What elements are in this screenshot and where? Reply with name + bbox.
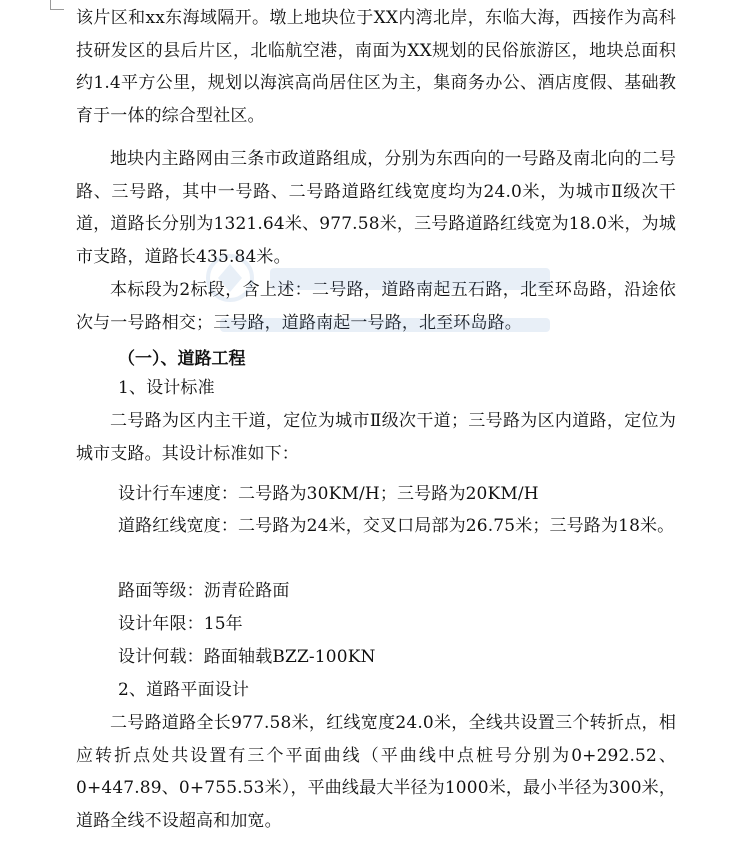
section-heading-road-works: （一）、道路工程 (118, 349, 246, 369)
design-load-line: 设计何载：路面轴载BZZ-100KN (118, 647, 376, 667)
paragraph-road-two-plan: 二号路道路全长977.58米，红线宽度24.0米，全线共设置三个转折点，相应转折点处共设置有三个平面曲线（平曲线中点桩号分别为0+292.52、0+447.89、0+755.53米），平曲线最大半径为1000米，最小半径为300米，道路全线不设超高和加宽。 (76, 713, 676, 831)
road-width-line: 道路红线宽度：二号路为24米，交叉口局部为26.75米；三号路为18米。 (118, 516, 675, 536)
design-speed-line: 设计行车速度：二号路为30KM/H；三号路为20KM/H (118, 484, 539, 504)
page-corner-mark (50, 0, 64, 10)
paragraph-section-scope: 本标段为2标段，含上述：二号路，道路南起五石路，北至环岛路，沿途依次与一号路相交；三号路，道路南起一号路，北至环岛路。 (76, 280, 676, 333)
subheading-plan-design: 2、道路平面设计 (118, 680, 250, 700)
pavement-grade-line: 路面等级：沥青砼路面 (118, 581, 290, 601)
paragraph-road-positioning: 二号路为区内主干道，定位为城市Ⅱ级次干道；三号路为区内道路，定位为城市支路。其设计标准如下： (76, 411, 676, 464)
paragraph-road-network: 地块内主路网由三条市政道路组成，分别为东西向的一号路及南北向的二号路、三号路，其中一号路、二号路道路红线宽度均为24.0米，为城市Ⅱ级次干道，道路长分别为1321.64米、977.58米，三号路道路红线宽为18.0米，为城市支路，道路长435.84米。 (76, 149, 676, 267)
paragraph-site-overview: 该片区和xx东海域隔开。墩上地块位于XX内湾北岸，东临大海，西接作为高科技研发区的县后片区，北临航空港，南面为XX规划的民俗旅游区，地块总面积约1.4平方公里，规划以海滨高尚居住区为主，集商务办公、酒店度假、基础教育于一体的综合型社区。 (76, 8, 676, 126)
subheading-design-standards: 1、设计标准 (118, 378, 215, 398)
design-years-line: 设计年限：15年 (118, 614, 243, 634)
